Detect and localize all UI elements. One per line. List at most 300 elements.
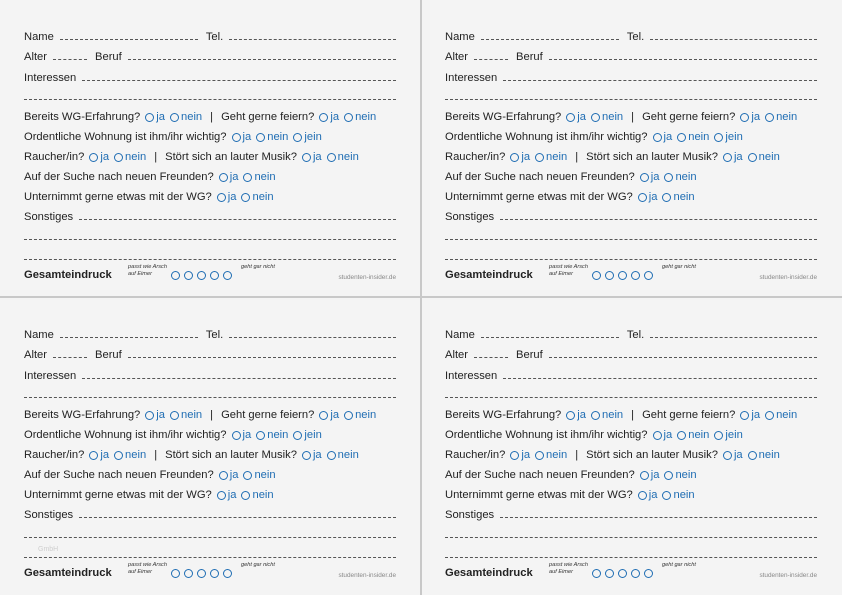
question-row-2	[445, 127, 817, 143]
radio-button[interactable]	[145, 411, 154, 420]
option-nein: nein	[776, 409, 798, 421]
scale-high-caption: geht gar nicht	[662, 264, 696, 270]
interessen-extra-line	[24, 385, 396, 401]
option-ja: ja	[751, 409, 761, 421]
alter-beruf-row	[445, 47, 817, 63]
question-wg-erfahrung: Bereits WG-Erfahrung?	[24, 111, 141, 123]
sonstiges-label: Sonstiges	[24, 509, 74, 521]
name-row	[24, 325, 396, 341]
tel-field[interactable]	[229, 39, 396, 40]
name-field[interactable]	[481, 39, 619, 40]
interessen-label: Interessen	[24, 72, 77, 84]
question-row-3	[445, 147, 817, 163]
radio-button[interactable]	[740, 411, 749, 420]
name-row	[445, 325, 817, 341]
question-row-3	[24, 445, 396, 461]
option-ja: ja	[100, 449, 110, 461]
question-wohnung: Ordentliche Wohnung ist ihm/ihr wichtig?	[24, 131, 227, 143]
question-unternimmt: Unternimmt gerne etwas mit der WG?	[24, 489, 212, 501]
radio-button[interactable]	[677, 133, 686, 142]
rating-radio-2[interactable]	[605, 271, 614, 280]
brand-label: studenten-insider.de	[338, 274, 396, 281]
radio-button[interactable]	[677, 431, 686, 440]
rating-radio-1[interactable]	[592, 569, 601, 578]
name-row	[24, 27, 396, 43]
overall-rating-row	[24, 561, 396, 579]
option-nein: nein	[673, 489, 695, 501]
tel-label: Tel.	[626, 329, 645, 341]
radio-button[interactable]	[638, 491, 647, 500]
overall-rating-row	[445, 263, 817, 281]
question-freunde: Auf der Suche nach neuen Freunden?	[24, 171, 214, 183]
radio-button[interactable]	[566, 113, 575, 122]
card-bottom-right	[445, 305, 817, 579]
radio-button[interactable]	[344, 411, 353, 420]
interessen-extra-line	[24, 87, 396, 103]
sonstiges-extra-line	[445, 525, 817, 541]
scale-low-caption	[128, 562, 167, 576]
radio-button[interactable]	[535, 153, 544, 162]
sonstiges-label: Sonstiges	[24, 211, 74, 223]
interessen-extra-line	[445, 87, 817, 103]
option-ja: ja	[242, 429, 252, 441]
tel-field[interactable]	[650, 337, 817, 338]
radio-button[interactable]	[662, 491, 671, 500]
scale-low-line-1: passt wie Arsch	[128, 264, 167, 270]
option-nein: nein	[688, 131, 710, 143]
question-row-5	[445, 187, 817, 203]
option-ja: ja	[733, 151, 743, 163]
question-feiern: Geht gerne feiern?	[642, 409, 736, 421]
rating-radio-2[interactable]	[184, 569, 193, 578]
radio-button[interactable]	[241, 193, 250, 202]
sonstiges-field-2[interactable]	[445, 537, 817, 538]
radio-button[interactable]	[662, 193, 671, 202]
scale-low-line-2: auf Eimer	[128, 569, 152, 575]
question-musik: Stört sich an lauter Musik?	[586, 449, 718, 461]
tel-field[interactable]	[229, 337, 396, 338]
interessen-field[interactable]	[82, 80, 396, 81]
radio-button[interactable]	[232, 133, 241, 142]
question-wohnung: Ordentliche Wohnung ist ihm/ihr wichtig?	[445, 429, 648, 441]
separator: |	[631, 111, 635, 123]
radio-button[interactable]	[232, 431, 241, 440]
radio-button[interactable]	[664, 471, 673, 480]
option-ja: ja	[229, 171, 239, 183]
brand-label: studenten-insider.de	[759, 572, 817, 579]
question-wg-erfahrung: Bereits WG-Erfahrung?	[445, 409, 562, 421]
option-nein: nein	[546, 449, 568, 461]
radio-button[interactable]	[653, 431, 662, 440]
option-ja: ja	[521, 151, 531, 163]
tel-label: Tel.	[205, 329, 224, 341]
separator: |	[575, 151, 579, 163]
option-ja: ja	[330, 409, 340, 421]
sonstiges-row	[24, 207, 396, 223]
option-ja: ja	[227, 191, 237, 203]
rating-scale	[592, 569, 657, 578]
alter-beruf-row	[24, 345, 396, 361]
gesamteindruck-label: Gesamteindruck	[445, 567, 533, 579]
interessen-extra-line	[445, 385, 817, 401]
scale-low-caption	[128, 264, 167, 278]
question-raucher: Raucher/in?	[445, 449, 506, 461]
sonstiges-field[interactable]	[79, 517, 396, 518]
scale-low-line-1: passt wie Arsch	[549, 264, 588, 270]
option-nein: nein	[125, 449, 147, 461]
question-raucher: Raucher/in?	[445, 151, 506, 163]
radio-button[interactable]	[327, 451, 336, 460]
radio-button[interactable]	[638, 193, 647, 202]
question-raucher: Raucher/in?	[24, 151, 85, 163]
beruf-field[interactable]	[128, 357, 396, 358]
radio-button[interactable]	[566, 411, 575, 420]
option-nein: nein	[337, 151, 359, 163]
rating-radio-4[interactable]	[631, 569, 640, 578]
question-row-4	[445, 465, 817, 481]
radio-button[interactable]	[217, 491, 226, 500]
scale-high-caption: geht gar nicht	[662, 562, 696, 568]
question-freunde: Auf der Suche nach neuen Freunden?	[24, 469, 214, 481]
question-row-2	[445, 425, 817, 441]
option-ja: ja	[242, 131, 252, 143]
radio-button[interactable]	[114, 451, 123, 460]
rating-scale	[171, 569, 236, 578]
radio-button[interactable]	[243, 471, 252, 480]
interessen-field[interactable]	[503, 378, 817, 379]
name-field[interactable]	[60, 39, 198, 40]
faint-watermark-text: GmbH	[38, 546, 59, 553]
option-nein: nein	[546, 151, 568, 163]
beruf-label: Beruf	[516, 51, 543, 63]
radio-button[interactable]	[640, 471, 649, 480]
sonstiges-field[interactable]	[500, 219, 817, 220]
rating-radio-1[interactable]	[171, 569, 180, 578]
option-nein: nein	[688, 429, 710, 441]
radio-button[interactable]	[243, 173, 252, 182]
radio-button[interactable]	[114, 153, 123, 162]
rating-radio-2[interactable]	[605, 569, 614, 578]
radio-button[interactable]	[748, 451, 757, 460]
radio-button[interactable]	[319, 113, 328, 122]
radio-button[interactable]	[535, 451, 544, 460]
card-top-left	[24, 7, 396, 281]
beruf-field[interactable]	[549, 59, 817, 60]
radio-button[interactable]	[217, 193, 226, 202]
radio-button[interactable]	[170, 113, 179, 122]
radio-button[interactable]	[510, 153, 519, 162]
alter-label: Alter	[24, 349, 48, 361]
sonstiges-field-3[interactable]	[445, 259, 817, 260]
question-musik: Stört sich an lauter Musik?	[586, 151, 718, 163]
alter-beruf-row	[24, 47, 396, 63]
option-nein: nein	[254, 469, 276, 481]
sonstiges-extra-line	[24, 247, 396, 263]
radio-button[interactable]	[319, 411, 328, 420]
gesamteindruck-label: Gesamteindruck	[445, 269, 533, 281]
interessen-row	[445, 366, 817, 382]
sonstiges-extra-line	[24, 525, 396, 541]
beruf-label: Beruf	[95, 51, 122, 63]
option-ja: ja	[663, 131, 673, 143]
option-nein: nein	[252, 489, 274, 501]
radio-button[interactable]	[714, 431, 723, 440]
interessen-field[interactable]	[503, 80, 817, 81]
interessen-field[interactable]	[82, 378, 396, 379]
option-ja: ja	[733, 449, 743, 461]
beruf-field[interactable]	[128, 59, 396, 60]
tel-label: Tel.	[626, 31, 645, 43]
option-ja: ja	[227, 489, 237, 501]
rating-radio-3[interactable]	[618, 569, 627, 578]
alter-label: Alter	[445, 51, 469, 63]
interessen-label: Interessen	[445, 72, 498, 84]
radio-button[interactable]	[256, 431, 265, 440]
alter-field[interactable]	[474, 357, 508, 358]
radio-button[interactable]	[170, 411, 179, 420]
question-row-1	[24, 107, 396, 123]
question-wohnung: Ordentliche Wohnung ist ihm/ihr wichtig?	[24, 429, 227, 441]
radio-button[interactable]	[723, 451, 732, 460]
option-jein: jein	[304, 429, 322, 441]
question-unternimmt: Unternimmt gerne etwas mit der WG?	[445, 489, 633, 501]
interessen-label: Interessen	[445, 370, 498, 382]
question-raucher: Raucher/in?	[24, 449, 85, 461]
question-row-4	[445, 167, 817, 183]
radio-button[interactable]	[293, 431, 302, 440]
rating-scale	[592, 271, 657, 280]
question-row-4	[24, 465, 396, 481]
sonstiges-field[interactable]	[500, 517, 817, 518]
question-row-1	[24, 405, 396, 421]
radio-button[interactable]	[723, 153, 732, 162]
rating-radio-5[interactable]	[223, 271, 232, 280]
scale-high-caption: geht gar nicht	[241, 264, 275, 270]
question-unternimmt: Unternimmt gerne etwas mit der WG?	[445, 191, 633, 203]
question-musik: Stört sich an lauter Musik?	[165, 449, 297, 461]
radio-button[interactable]	[765, 113, 774, 122]
radio-button[interactable]	[664, 173, 673, 182]
alter-field[interactable]	[53, 59, 87, 60]
sonstiges-extra-line	[445, 545, 817, 561]
option-nein: nein	[125, 151, 147, 163]
rating-radio-5[interactable]	[223, 569, 232, 578]
alter-label: Alter	[445, 349, 469, 361]
option-ja: ja	[648, 489, 658, 501]
question-wg-erfahrung: Bereits WG-Erfahrung?	[24, 409, 141, 421]
question-row-5	[445, 485, 817, 501]
rating-radio-3[interactable]	[197, 569, 206, 578]
tel-field[interactable]	[650, 39, 817, 40]
name-label: Name	[24, 329, 54, 341]
option-ja: ja	[650, 469, 660, 481]
interessen-label: Interessen	[24, 370, 77, 382]
option-nein: nein	[252, 191, 274, 203]
option-ja: ja	[156, 409, 165, 421]
gesamteindruck-label: Gesamteindruck	[24, 567, 112, 579]
scale-low-line-1: passt wie Arsch	[549, 562, 588, 568]
radio-button[interactable]	[510, 451, 519, 460]
radio-button[interactable]	[89, 153, 98, 162]
name-label: Name	[445, 31, 475, 43]
sonstiges-field-2[interactable]	[24, 239, 396, 240]
question-row-5	[24, 187, 396, 203]
option-ja: ja	[577, 409, 586, 421]
sonstiges-label: Sonstiges	[445, 509, 495, 521]
radio-button[interactable]	[145, 113, 154, 122]
sonstiges-field-2[interactable]	[24, 537, 396, 538]
overall-rating-row	[24, 263, 396, 281]
question-row-2	[24, 127, 396, 143]
horizontal-cut-line	[0, 296, 842, 298]
option-nein: nein	[355, 111, 377, 123]
option-nein: nein	[675, 469, 697, 481]
radio-button[interactable]	[256, 133, 265, 142]
question-musik: Stört sich an lauter Musik?	[165, 151, 297, 163]
sonstiges-extra-line	[445, 247, 817, 263]
beruf-label: Beruf	[95, 349, 122, 361]
option-nein: nein	[673, 191, 695, 203]
radio-button[interactable]	[327, 153, 336, 162]
name-field[interactable]	[60, 337, 198, 338]
option-ja: ja	[577, 111, 586, 123]
brand-label: studenten-insider.de	[759, 274, 817, 281]
scale-low-line-1: passt wie Arsch	[128, 562, 167, 568]
separator: |	[210, 409, 214, 421]
name-label: Name	[24, 31, 54, 43]
interessen-field-2[interactable]	[24, 99, 396, 100]
card-top-right	[445, 7, 817, 281]
radio-button[interactable]	[748, 153, 757, 162]
rating-radio-4[interactable]	[631, 271, 640, 280]
rating-radio-2[interactable]	[184, 271, 193, 280]
alter-field[interactable]	[474, 59, 508, 60]
radio-button[interactable]	[219, 471, 228, 480]
radio-button[interactable]	[302, 153, 311, 162]
radio-button[interactable]	[219, 173, 228, 182]
rating-radio-5[interactable]	[644, 569, 653, 578]
radio-button[interactable]	[591, 411, 600, 420]
rating-radio-1[interactable]	[171, 271, 180, 280]
sonstiges-field-3[interactable]	[24, 557, 396, 558]
question-row-3	[445, 445, 817, 461]
interessen-field-2[interactable]	[24, 397, 396, 398]
option-nein: nein	[181, 409, 203, 421]
separator: |	[154, 449, 158, 461]
question-unternimmt: Unternimmt gerne etwas mit der WG?	[24, 191, 212, 203]
scale-low-line-2: auf Eimer	[549, 569, 573, 575]
radio-button[interactable]	[640, 173, 649, 182]
rating-radio-1[interactable]	[592, 271, 601, 280]
option-ja: ja	[330, 111, 340, 123]
scale-low-line-2: auf Eimer	[128, 271, 152, 277]
sonstiges-row	[24, 505, 396, 521]
question-row-1	[445, 405, 817, 421]
option-ja: ja	[100, 151, 110, 163]
sonstiges-extra-line	[24, 227, 396, 243]
rating-radio-4[interactable]	[210, 569, 219, 578]
rating-radio-4[interactable]	[210, 271, 219, 280]
scale-low-caption	[549, 562, 588, 576]
option-ja: ja	[751, 111, 761, 123]
interessen-row	[445, 68, 817, 84]
interessen-row	[24, 366, 396, 382]
rating-radio-3[interactable]	[618, 271, 627, 280]
interessen-field-2[interactable]	[445, 397, 817, 398]
scale-low-caption	[549, 264, 588, 278]
brand-label: studenten-insider.de	[338, 572, 396, 579]
question-wg-erfahrung: Bereits WG-Erfahrung?	[445, 111, 562, 123]
option-nein: nein	[267, 429, 289, 441]
alter-field[interactable]	[53, 357, 87, 358]
option-nein: nein	[254, 171, 276, 183]
option-ja: ja	[312, 151, 322, 163]
option-nein: nein	[602, 409, 624, 421]
beruf-label: Beruf	[516, 349, 543, 361]
sonstiges-extra-line	[24, 545, 396, 561]
option-nein: nein	[758, 449, 780, 461]
separator: |	[575, 449, 579, 461]
question-row-1	[445, 107, 817, 123]
rating-radio-3[interactable]	[197, 271, 206, 280]
scale-low-line-2: auf Eimer	[549, 271, 573, 277]
beruf-field[interactable]	[549, 357, 817, 358]
option-nein: nein	[602, 111, 624, 123]
name-field[interactable]	[481, 337, 619, 338]
sonstiges-field-2[interactable]	[445, 239, 817, 240]
option-nein: nein	[675, 171, 697, 183]
interessen-field-2[interactable]	[445, 99, 817, 100]
option-jein: jein	[725, 131, 743, 143]
radio-button[interactable]	[344, 113, 353, 122]
option-ja: ja	[650, 171, 660, 183]
radio-button[interactable]	[293, 133, 302, 142]
radio-button[interactable]	[714, 133, 723, 142]
radio-button[interactable]	[241, 491, 250, 500]
option-nein: nein	[337, 449, 359, 461]
gesamteindruck-label: Gesamteindruck	[24, 269, 112, 281]
question-wohnung: Ordentliche Wohnung ist ihm/ihr wichtig?	[445, 131, 648, 143]
question-freunde: Auf der Suche nach neuen Freunden?	[445, 469, 635, 481]
scale-high-caption: geht gar nicht	[241, 562, 275, 568]
rating-radio-5[interactable]	[644, 271, 653, 280]
sonstiges-label: Sonstiges	[445, 211, 495, 223]
option-nein: nein	[776, 111, 798, 123]
option-ja: ja	[521, 449, 531, 461]
sonstiges-field[interactable]	[79, 219, 396, 220]
radio-button[interactable]	[591, 113, 600, 122]
option-jein: jein	[725, 429, 743, 441]
name-row	[445, 27, 817, 43]
sonstiges-row	[445, 207, 817, 223]
radio-button[interactable]	[765, 411, 774, 420]
radio-button[interactable]	[302, 451, 311, 460]
option-ja: ja	[663, 429, 673, 441]
alter-label: Alter	[24, 51, 48, 63]
overall-rating-row	[445, 561, 817, 579]
sonstiges-row	[445, 505, 817, 521]
separator: |	[210, 111, 214, 123]
sonstiges-field-3[interactable]	[445, 557, 817, 558]
question-row-3	[24, 147, 396, 163]
question-row-2	[24, 425, 396, 441]
alter-beruf-row	[445, 345, 817, 361]
sonstiges-field-3[interactable]	[24, 259, 396, 260]
radio-button[interactable]	[89, 451, 98, 460]
radio-button[interactable]	[740, 113, 749, 122]
radio-button[interactable]	[653, 133, 662, 142]
option-ja: ja	[648, 191, 658, 203]
